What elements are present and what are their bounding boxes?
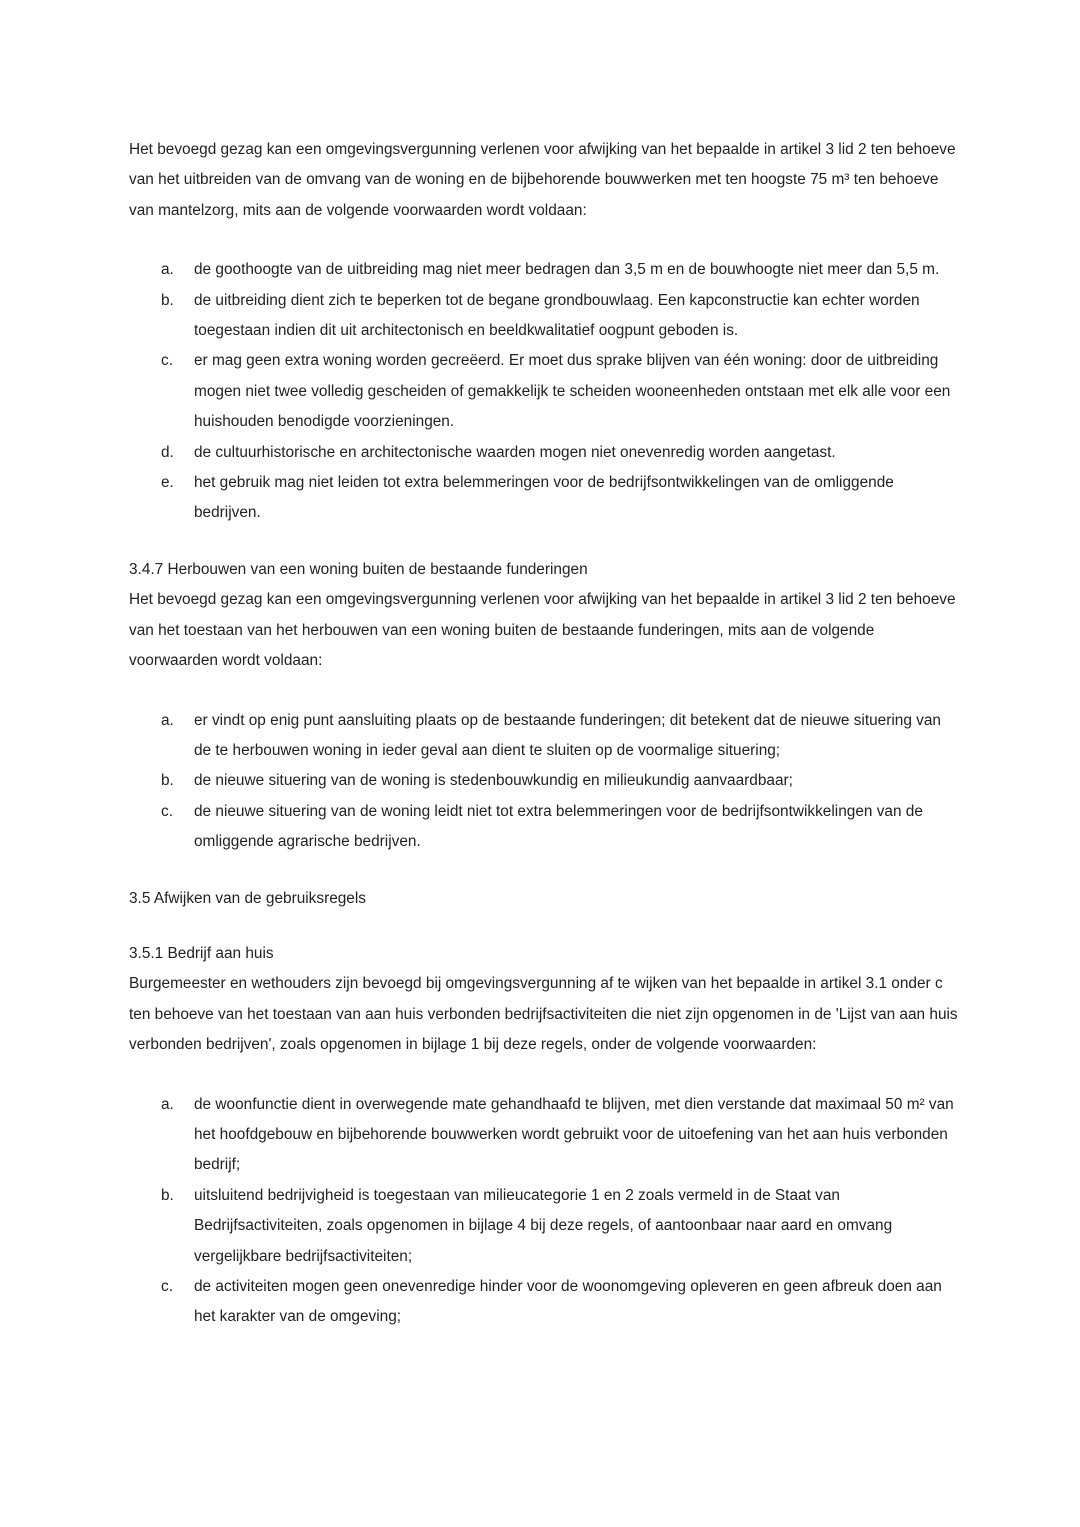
section-347-intro: Het bevoegd gezag kan een omgevingsvergunning verlenen voor afwijking van het bepaalde in artikel 3 lid 2 ten behoeve van het toestaan van het herbouwen van een woning buiten de bestaande funderingen, mits aan de volgende voorwaarden wordt voldaan: [129, 591, 956, 670]
list-item-text: de uitbreiding dient zich te beperken tot de begane grondbouwlaag. Een kapconstructie kan echter worden toegestaan indien dit uit architectonisch en beeldkwalitatief oogpunt geboden is. [194, 291, 920, 340]
section-346-intro: Het bevoegd gezag kan een omgevingsvergunning verlenen voor afwijking van het bepaalde in artikel 3 lid 2 ten behoeve van het uitbreiden van de omvang van de woning en de bijbehorende bouwwerken met ten hoogste 75 m³ ten behoeve van mantelzorg, mits aan de volgende voorwaarden wordt voldaan: [129, 141, 956, 219]
list-marker: c. [161, 1278, 173, 1295]
list-item [129, 706, 959, 767]
list-item [129, 1090, 959, 1181]
list-item [129, 438, 959, 468]
list-item-text: de nieuwe situering van de woning is stedenbouwkundig en milieukundig aanvaardbaar; [194, 772, 793, 790]
list-marker: b. [161, 1186, 174, 1204]
list-marker: a. [161, 261, 174, 279]
list-marker: b. [161, 291, 174, 309]
section-351-conditions-list [129, 1090, 959, 1333]
list-item-text: uitsluitend bedrijvigheid is toegestaan van milieucategorie 1 en 2 zoals vermeld in de Staat van Bedrijfsactiviteiten, zoals opgenomen in bijlage 4 bij deze regels, of aantoonbaar naar aard en omvang vergelijkbare bedrijfsactiviteiten; [194, 1186, 893, 1265]
list-item-text: de nieuwe situering van de woning leidt niet tot extra belemmeringen voor de bedrijfsontwikkelingen van de omliggende agrarische bedrijven. [194, 802, 923, 851]
list-item-text: de activiteiten mogen geen onevenredige hinder voor de woonomgeving opleveren en geen afbreuk doen aan het karakter van de omgeving; [194, 1278, 942, 1326]
section-351-heading: 3.5.1 Bedrijf aan huis [129, 944, 274, 962]
section-351-intro: Burgemeester en wethouders zijn bevoegd bij omgevingsvergunning af te wijken van het bepaalde in artikel 3.1 onder c ten behoeve van het toestaan van aan huis verbonden bedrijfsactiviteiten die niet zijn opgenomen in de 'Lijst van aan huis verbonden bedrijven', zoals opgenomen in bijlage 1 bij deze regels, onder de volgende voorwaarden: [129, 975, 958, 1054]
section-35-heading: 3.5 Afwijken van de gebruiksregels [129, 889, 366, 907]
list-item [129, 766, 959, 796]
list-item [129, 1272, 959, 1333]
list-item-text: de woonfunctie dient in overwegende mate gehandhaafd te blijven, met dien verstande dat maximaal 50 m² van het hoofdgebouw en bijbehorende bouwwerken wordt gebruikt voor de uitoefening van het aan huis verbonden bedrijf; [194, 1095, 954, 1174]
list-item [129, 346, 959, 437]
list-item [129, 255, 959, 285]
list-item [129, 468, 959, 529]
list-item [129, 286, 959, 347]
list-marker: b. [161, 772, 174, 790]
list-marker: e. [161, 474, 174, 492]
list-item-text: de cultuurhistorische en architectonische waarden mogen niet onevenredig worden aangetast. [194, 443, 836, 461]
list-marker: a. [161, 1095, 174, 1113]
list-marker: a. [161, 711, 174, 729]
list-item-text: de goothoogte van de uitbreiding mag niet meer bedragen dan 3,5 m en de bouwhoogte niet meer dan 5,5 m. [194, 261, 940, 279]
document-page [129, 135, 959, 1333]
list-item-text: er vindt op enig punt aansluiting plaats op de bestaande funderingen; dit betekent dat de nieuwe situering van de te herbouwen woning in ieder geval aan dient te sluiten op de voormalige situering; [194, 711, 941, 759]
section-347-conditions-list [129, 706, 959, 858]
list-marker: d. [161, 443, 174, 461]
section-346-conditions-list [129, 255, 959, 529]
section-347-heading: 3.4.7 Herbouwen van een woning buiten de bestaande funderingen [129, 560, 588, 578]
list-item [129, 1181, 959, 1272]
list-marker: c. [161, 352, 173, 370]
list-item [129, 797, 959, 858]
list-item-text: er mag geen extra woning worden gecreëerd. Er moet dus sprake blijven van één woning: door de uitbreiding mogen niet twee volledig gescheiden of gemakkelijk te scheiden wooneenheden ontstaan met elk alle voor een huishouden benodigde voorzieningen. [194, 352, 951, 431]
list-marker: c. [161, 802, 173, 820]
list-item-text: het gebruik mag niet leiden tot extra belemmeringen voor de bedrijfsontwikkelingen van de omliggende bedrijven. [194, 474, 894, 522]
